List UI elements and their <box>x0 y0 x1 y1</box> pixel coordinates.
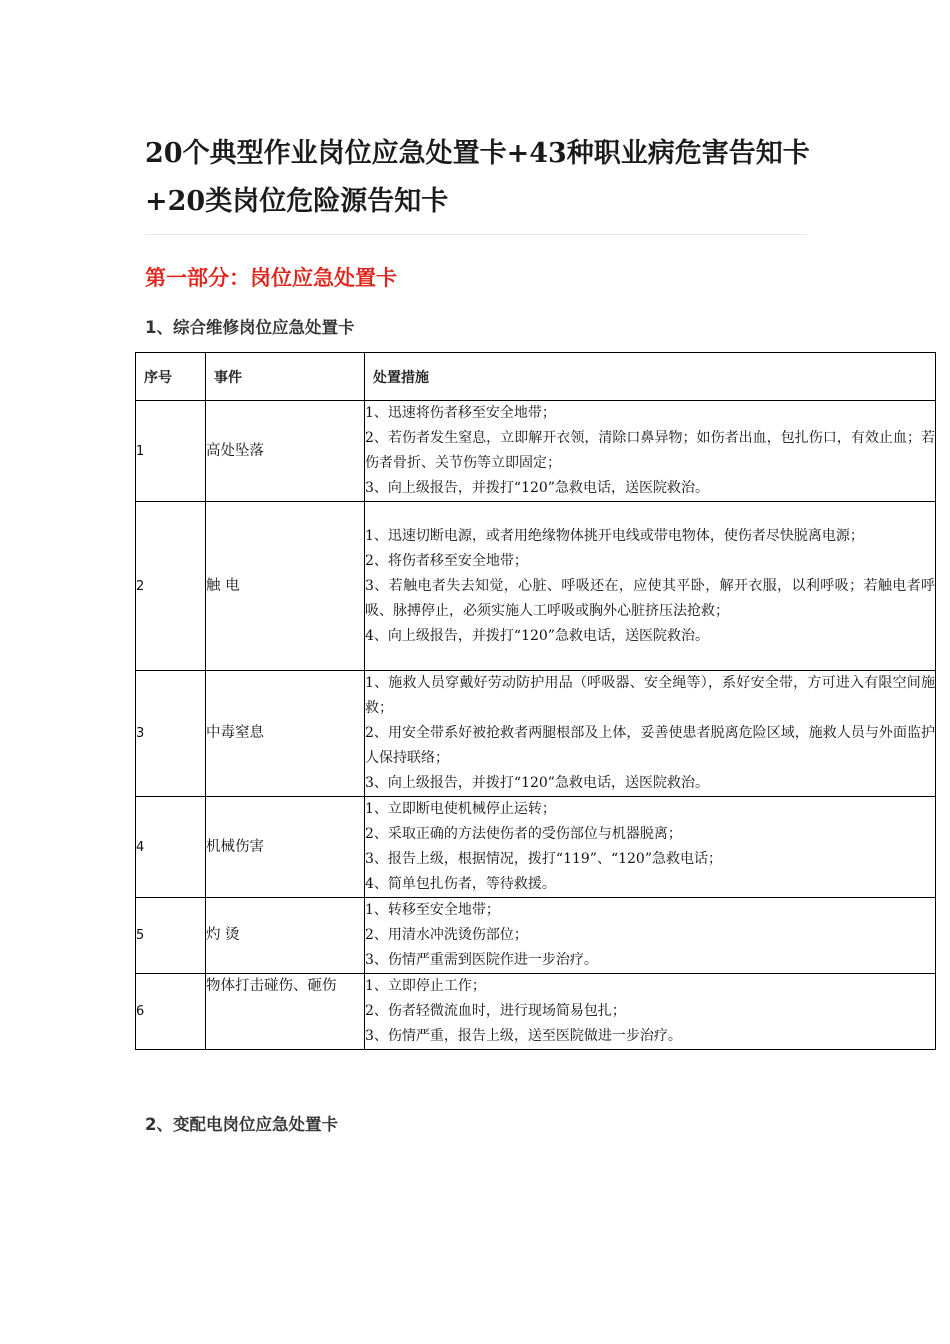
measure-step: 1、立即停止工作； <box>365 978 486 994</box>
table-row <box>136 502 936 671</box>
measure-step: 2、若伤者发生窒息，立即解开衣领，清除口鼻异物；如伤者出血，包扎伤口，有效止血；若伤者骨折、关节伤等立即固定； <box>365 430 935 471</box>
row-measures <box>365 671 936 797</box>
title-divider <box>145 234 807 235</box>
measure-step: 1、施救人员穿戴好劳动防护用品（呼吸器、安全绳等），系好安全带，方可进入有限空间施救； <box>365 675 935 716</box>
measure-step: 1、转移至安全地带； <box>365 902 500 918</box>
measure-step: 3、伤情严重需到医院作进一步治疗。 <box>365 952 598 968</box>
measure-step: 2、将伤者移至安全地带； <box>365 552 528 569</box>
measure-step: 2、用清水冲洗烫伤部位； <box>365 927 528 943</box>
header-measures: 处置措施 <box>365 353 936 401</box>
table-row <box>136 898 936 974</box>
measure-step: 1、迅速切断电源，或者用绝缘物体挑开电线或带电物体，使伤者尽快脱离电源； <box>365 527 864 544</box>
row-event: 物体打击碰伤、砸伤 <box>206 974 365 1050</box>
measure-step: 4、向上级报告，并拨打“120”急救电话，送医院救治。 <box>365 627 709 644</box>
table-row <box>136 974 936 1050</box>
row-number: 1 <box>136 401 206 502</box>
row-number: 6 <box>136 974 206 1050</box>
part-heading: 第一部分：岗位应急处置卡 <box>145 266 397 290</box>
row-number: 2 <box>136 502 206 671</box>
emergency-card-table <box>135 352 936 1050</box>
measure-step: 1、立即断电使机械停止运转； <box>365 801 556 817</box>
row-event: 中毒窒息 <box>206 671 365 797</box>
row-number: 4 <box>136 797 206 898</box>
row-event: 高处坠落 <box>206 401 365 502</box>
row-number: 5 <box>136 898 206 974</box>
row-measures <box>365 797 936 898</box>
row-measures <box>365 974 936 1050</box>
table-header-row <box>136 353 936 401</box>
document-title: 20个典型作业岗位应急处置卡+43种职业病危害告知卡+20类岗位危险源告知卡 <box>145 138 810 217</box>
row-measures <box>365 898 936 974</box>
measure-step: 3、向上级报告，并拨打“120”急救电话，送医院救治。 <box>365 775 709 791</box>
row-event: 触 电 <box>206 502 365 671</box>
measure-step: 3、向上级报告，并拨打“120”急救电话，送医院救治。 <box>365 480 709 496</box>
section-heading-1: 1、综合维修岗位应急处置卡 <box>145 318 355 337</box>
header-number: 序号 <box>136 353 206 401</box>
table-row <box>136 401 936 502</box>
measure-step: 3、报告上级，根据情况，拨打“119”、“120”急救电话； <box>365 851 722 867</box>
row-number: 3 <box>136 671 206 797</box>
measure-step: 3、伤情严重，报告上级，送至医院做进一步治疗。 <box>365 1028 682 1044</box>
row-event: 机械伤害 <box>206 797 365 898</box>
header-event: 事件 <box>206 353 365 401</box>
row-measures <box>365 502 936 671</box>
table-row <box>136 671 936 797</box>
row-event: 灼 烫 <box>206 898 365 974</box>
measure-step: 4、简单包扎伤者，等待救援。 <box>365 876 556 892</box>
section-heading-2: 2、变配电岗位应急处置卡 <box>145 1115 338 1134</box>
measure-step: 3、若触电者失去知觉，心脏、呼吸还在，应使其平卧，解开衣服，以利呼吸；若触电者呼吸、脉搏停止，必须实施人工呼吸或胸外心脏挤压法抢救； <box>365 577 935 619</box>
measure-step: 2、采取正确的方法使伤者的受伤部位与机器脱离； <box>365 826 682 842</box>
row-measures <box>365 401 936 502</box>
measure-step: 1、迅速将伤者移至安全地带； <box>365 405 556 421</box>
table-row <box>136 797 936 898</box>
measure-step: 2、伤者轻微流血时，进行现场简易包扎； <box>365 1003 626 1019</box>
measure-step: 2、用安全带系好被抢救者两腿根部及上体，妥善使患者脱离危险区域，施救人员与外面监护人保持联络； <box>365 725 935 766</box>
